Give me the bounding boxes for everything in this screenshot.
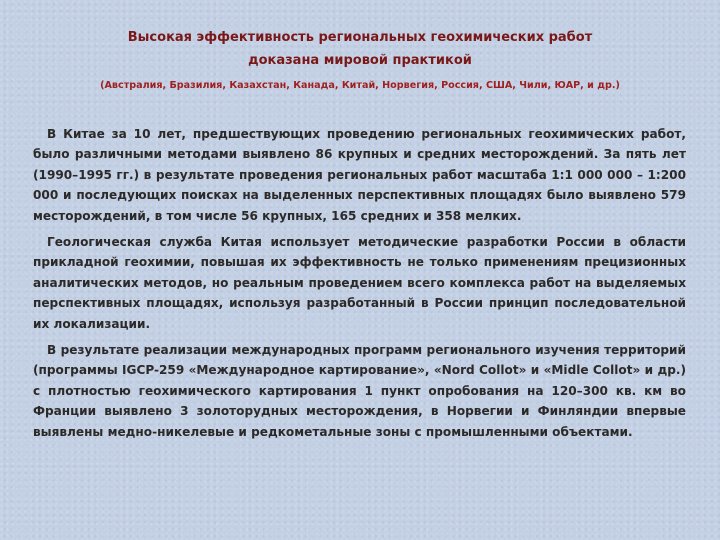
slide-subtitle: (Австралия, Бразилия, Казахстан, Канада, Китай, Норвегия, Россия, США, Чили, ЮАР, и др.)	[100, 80, 620, 91]
paragraph-international-programs: В результате реализации международных программ регионального изучения территорий (программы IGCP-259 «Международное картирование», «Nord Collot» и «Midle Collot» и др.) с плотностью геохимического картирования 1 пункт опробования на 120–300 кв. км во Франции выявлено 3 золоторудных месторождения, в Норвегии и Финляндии впервые выявлены медно-никелевые и редкометальные зоны с промышленными объектами.	[33, 343, 686, 439]
slide-title-line-2: доказана мировой практикой	[248, 53, 472, 68]
body-text	[33, 124, 686, 448]
paragraph-china-geological-survey: Геологическая служба Китая использует методические разработки России в области прикладной геохимии, повышая их эффективность не только применениям прецизионных аналитических методов, но реальным проведением всего комплекса работ на выделяемых перспективных площадях, используя разработанный в России принцип последовательной их локализации.	[33, 235, 686, 331]
slide-title-line-1: Высокая эффективность региональных геохимических работ	[127, 30, 593, 45]
paragraph-china-results: В Китае за 10 лет, предшествующих проведению региональных геохимических работ, было различными методами выявлено 86 крупных и средних месторождений. За пять лет (1990–1995 гг.) в результате проведения региональных работ масштаба 1:1 000 000 – 1:200 000 и последующих поисках на выделенных перспективных площадях было выявлено 579 месторождений, в том числе 56 крупных, 165 средних и 358 мелких.	[33, 127, 686, 223]
